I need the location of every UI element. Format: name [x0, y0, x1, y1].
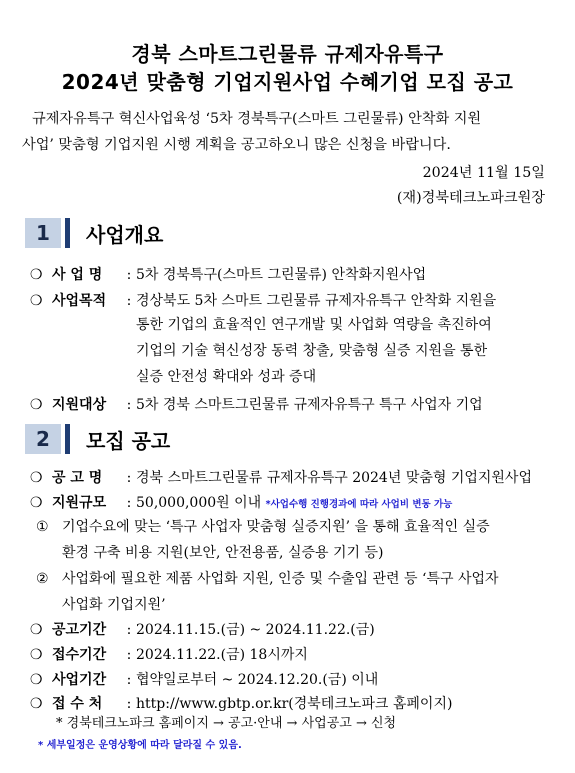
- bullet-icon: ❍: [30, 293, 43, 309]
- item-announcement-name: ❍ 공 고 명 : 경북 스마트그린물류 규제자유특구 2024년 맞춤형 기업지원사업: [30, 466, 532, 490]
- item-label: 접 수 처: [52, 696, 103, 712]
- section-title: 사업개요: [86, 222, 164, 247]
- bullet-icon: ❍: [30, 470, 43, 486]
- section-number: 1: [25, 218, 61, 248]
- item-receipt-period: ❍ 접수기간 : 2024.11.22.(금) 18시까지: [30, 643, 308, 667]
- budget-note: *사업수행 진행경과에 따라 사업비 변동 가능: [265, 499, 453, 510]
- item-project-period: ❍ 사업기간 : 협약일로부터 ~ 2024.12.20.(금) 이내: [30, 668, 378, 692]
- item-value: 2024.11.15.(금) ~ 2024.11.22.(금): [136, 622, 375, 638]
- item-label: 공 고 명: [52, 470, 103, 486]
- bullet-icon: ❍: [30, 647, 43, 663]
- section-divider: [65, 218, 70, 248]
- bullet-icon: ❍: [30, 696, 43, 712]
- item-label: 접수기간: [52, 647, 107, 663]
- item-label: 사업목적: [52, 293, 107, 309]
- section-divider: [65, 424, 70, 454]
- intro-line2: 사업’ 맞춤형 기업지원 시행 계획을 공고하오니 많은 신청을 바랍니다.: [22, 137, 451, 153]
- purpose-line3: 기업의 기술 혁신성장 동력 창출, 맞춤형 실증 지원을 통한: [136, 343, 488, 359]
- item-value: 경북 스마트그린물류 규제자유특구 2024년 맞춤형 기업지원사업: [136, 470, 532, 486]
- item-label: 사업기간: [52, 672, 107, 688]
- application-path: * 경북테크노파크 홈페이지 → 공고·안내 → 사업공고 → 신청: [56, 716, 397, 731]
- section-header-2: [25, 424, 170, 454]
- section-header-1: [25, 218, 163, 248]
- item-label: 공고기간: [52, 622, 107, 638]
- bullet-icon: ❍: [30, 495, 43, 511]
- intro-line1: 규제자유특구 혁신사업육성 ‘5차 경북특구(스마트 그린물류) 안착화 지원: [32, 111, 482, 127]
- support-item-1: [36, 514, 556, 540]
- item-value: 5차 경북특구(스마트 그린물류) 안착화지원사업: [136, 267, 427, 283]
- bullet-icon: ❍: [30, 397, 43, 413]
- doc-title-line2: 2024년 맞춤형 기업지원사업 수혜기업 모집 공고: [61, 70, 514, 94]
- item-value: 5차 경북 스마트그린물류 규제자유특구 특구 사업자 기업: [136, 397, 483, 413]
- announce-date: 2024년 11월 15일: [422, 165, 545, 181]
- item-value: 2024.11.22.(금) 18시까지: [136, 647, 308, 663]
- homepage-link[interactable]: http://www.gbtp.or.kr(경북테크노파크 홈페이지): [136, 696, 453, 712]
- item-receipt-place: ❍ 접 수 처 : http://www.gbtp.or.kr(경북테크노파크 홈페이지): [30, 692, 452, 716]
- purpose-line2: 통한 기업의 효율적인 연구개발 및 사업화 역량을 촉진하여: [136, 317, 492, 333]
- enum-text: 기업수요에 맞는 ‘특구 사업자 맞춤형 실증지원’ 을 통해 효율적인 실증: [62, 519, 490, 535]
- support-item-2-cont: 사업화 기업지원’: [62, 597, 166, 613]
- bullet-icon: ❍: [30, 267, 43, 283]
- support-item-2: [36, 566, 556, 592]
- item-project-name: ❍ 사 업 명 : 5차 경북특구(스마트 그린물류) 안착화지원사업: [30, 263, 426, 287]
- purpose-line4: 실증 안전성 확대와 성과 증대: [136, 369, 317, 385]
- enum-text: 사업화에 필요한 제품 사업화 지원, 인증 및 수출입 관련 등 ‘특구 사업자: [62, 571, 499, 587]
- enum-marker: ②: [36, 571, 49, 587]
- item-purpose-head: ❍ 사업목적 : 경상북도 5차 스마트 그린물류 규제자유특구 안착화 지원을: [30, 289, 496, 313]
- item-label: 지원대상: [52, 397, 107, 413]
- section-number: 2: [25, 424, 61, 454]
- item-value: 협약일로부터 ~ 2024.12.20.(금) 이내: [136, 672, 379, 688]
- item-value: 경상북도 5차 스마트 그린물류 규제자유특구 안착화 지원을: [136, 293, 497, 309]
- issuer: (재)경북테크노파크원장: [396, 190, 545, 206]
- enum-marker: ①: [36, 519, 49, 535]
- item-value: 50,000,000원 이내: [136, 495, 262, 511]
- bullet-icon: ❍: [30, 672, 43, 688]
- section-title: 모집 공고: [86, 428, 171, 453]
- support-item-1-cont: 환경 구축 비용 지원(보안, 안전용품, 실증용 기기 등): [62, 545, 384, 561]
- item-label: 사 업 명: [52, 267, 103, 283]
- item-support-scale: ❍ 지원규모 : 50,000,000원 이내 *사업수행 진행경과에 따라 사업비 변동 가능: [30, 491, 452, 517]
- doc-title-line1: 경북 스마트그린물류 규제자유특구: [131, 42, 444, 66]
- item-announce-period: ❍ 공고기간 : 2024.11.15.(금) ~ 2024.11.22.(금): [30, 618, 375, 642]
- footnote: * 세부일정은 운영상황에 따라 달라질 수 있음.: [38, 740, 242, 751]
- bullet-icon: ❍: [30, 622, 43, 638]
- item-target: ❍ 지원대상 : 5차 경북 스마트그린물류 규제자유특구 특구 사업자 기업: [30, 393, 483, 417]
- item-label: 지원규모: [52, 495, 107, 511]
